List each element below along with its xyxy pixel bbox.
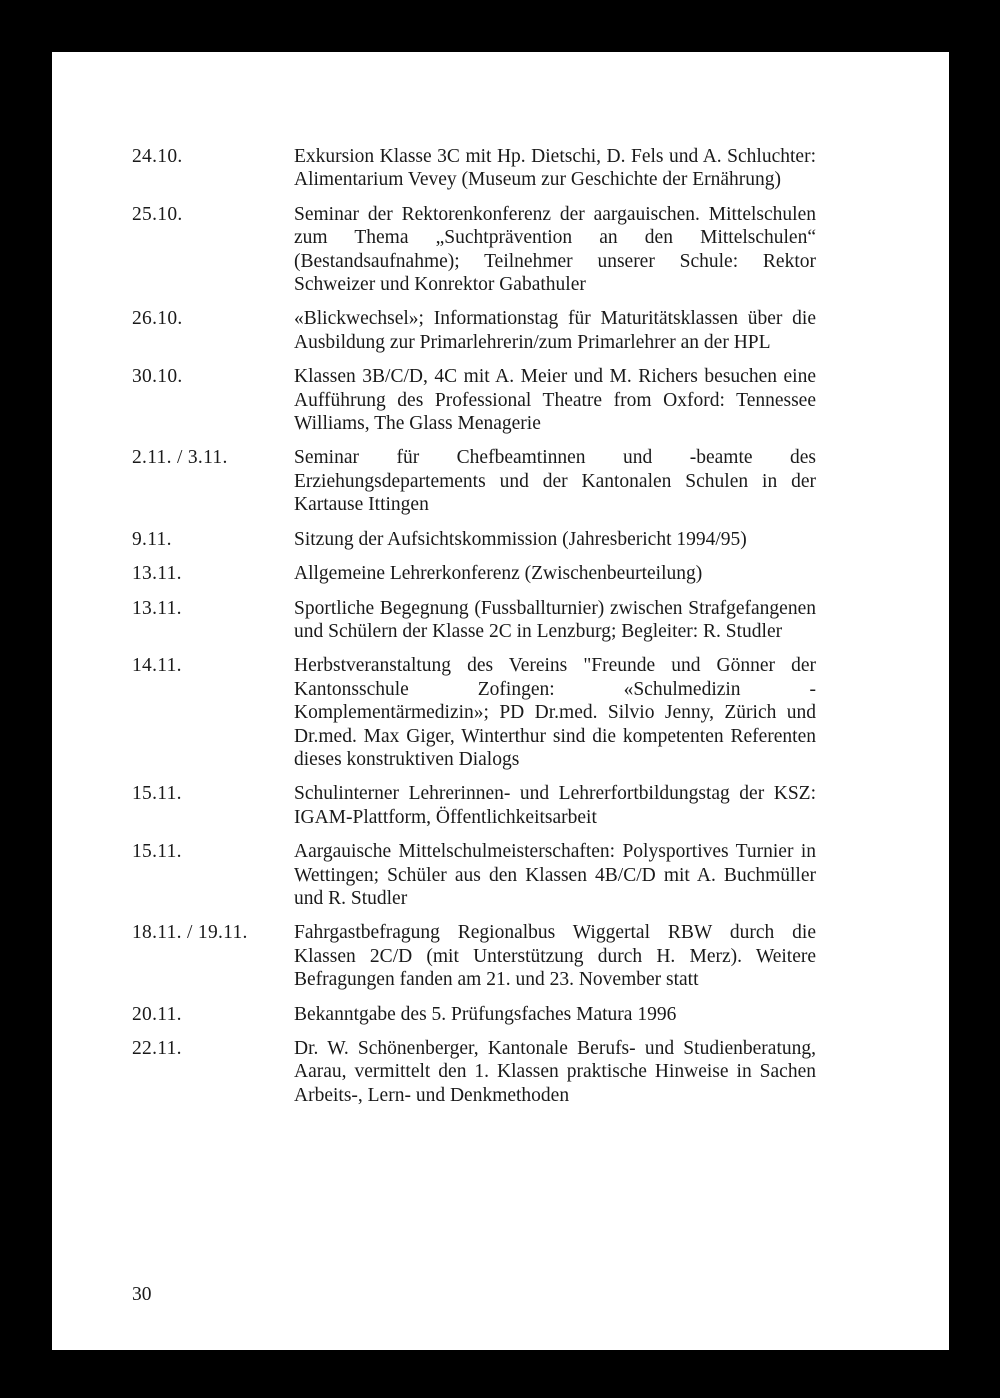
chronicle-list (132, 145, 816, 1118)
entry-text: Klassen 3B/C/D, 4C mit A. Meier und M. Richers besuchen eine Aufführung des Professional Theatre from Oxford: Tennessee Williams, The Glass Menagerie (294, 366, 816, 435)
entry-text: Dr. W. Schönenberger, Kantonale Berufs- und Studienberatung, Aarau, vermittelt den 1. Klassen praktische Hinweise in Sachen Arbeits-, Lern- und Denkmethoden (294, 1038, 816, 1106)
entry-date: 2.11. / 3.11. (132, 447, 228, 469)
entry-text: Sportliche Begegnung (Fussballturnier) zwischen Strafgefangenen und Schülern der Klasse 2C in Lenzburg; Begleiter: R. Studler (294, 597, 816, 642)
entry-text: Seminar der Rektorenkonferenz der aargauischen. Mittelschulen zum Thema „Suchtprävention an den Mittelschulen“ (Bestandsaufnahme); Teilnehmer unserer Schule: Rektor Schweizer und Konrektor Gabathuler (294, 203, 816, 296)
chronicle-entry (132, 1003, 816, 1026)
entry-date: 24.10. (132, 146, 183, 167)
entry-date: 20.11. (132, 1003, 182, 1025)
entry-date: 22.11. (132, 1038, 182, 1059)
chronicle-entry (132, 1037, 816, 1107)
chronicle-entry (132, 145, 816, 192)
entry-date: 25.10. (132, 203, 183, 225)
entry-text: Fahrgastbefragung Regionalbus Wiggertal RBW durch die Klassen 2C/D (mit Unterstützung durch H. Merz). Weitere Befragungen fanden am 21. und 23. November statt (294, 922, 816, 991)
entry-date: 26.10. (132, 308, 183, 330)
chronicle-entry (132, 446, 816, 516)
entry-date: 9.11. (132, 528, 172, 550)
entry-text: Herbstveranstaltung des Vereins "Freunde und Gönner der Kantonsschule Zofingen: «Schulmedizin - Komplementärmedizin»; PD Dr.med. Silvio Jenny, Zürich und Dr.med. Max Giger, Winterthur sind die kompetenten Referenten dieses konstruktiven Dialogs (294, 655, 816, 770)
entry-date: 30.10. (132, 366, 183, 388)
entry-text: Seminar für Chefbeamtinnen und -beamte des Erziehungsdepartements und der Kantonalen Schulen in der Kartause Ittingen (294, 447, 816, 516)
page-number: 30 (132, 1284, 152, 1305)
document-page (52, 52, 949, 1350)
entry-date: 14.11. (132, 655, 182, 677)
entry-date: 13.11. (132, 563, 182, 585)
entry-text: Aargauische Mittelschulmeisterschaften: Polysportives Turnier in Wettingen; Schüler aus den Klassen 4B/C/D mit A. Buchmüller und R. Studler (294, 841, 816, 909)
chronicle-entry (132, 597, 816, 644)
chronicle-entry (132, 840, 816, 910)
entry-date: 15.11. (132, 783, 182, 805)
chronicle-entry (132, 562, 816, 585)
chronicle-entry (132, 203, 816, 297)
chronicle-entry (132, 782, 816, 829)
entry-date: 13.11. (132, 597, 182, 619)
chronicle-entry (132, 528, 816, 551)
entry-date: 18.11. / 19.11. (132, 922, 248, 944)
entry-text: Allgemeine Lehrerkonferenz (Zwischenbeurteilung) (294, 563, 703, 585)
entry-text: Exkursion Klasse 3C mit Hp. Dietschi, D. Fels und A. Schluchter: Alimentarium Vevey (Museum zur Geschichte der Ernährung) (294, 146, 816, 191)
entry-text: Bekanntgabe des 5. Prüfungsfaches Matura 1996 (294, 1003, 677, 1025)
entry-text: «Blickwechsel»; Informationstag für Maturitätsklassen über die Ausbildung zur Primarlehrerin/zum Primarlehrer an der HPL (294, 308, 816, 353)
chronicle-entry (132, 307, 816, 354)
entry-text: Sitzung der Aufsichtskommission (Jahresbericht 1994/95) (294, 528, 747, 550)
entry-date: 15.11. (132, 841, 182, 863)
entry-text: Schulinterner Lehrerinnen- und Lehrerfortbildungstag der KSZ: IGAM-Plattform, Öffentlichkeitsarbeit (294, 783, 816, 828)
chronicle-entry (132, 921, 816, 991)
chronicle-entry (132, 654, 816, 771)
chronicle-entry (132, 365, 816, 435)
